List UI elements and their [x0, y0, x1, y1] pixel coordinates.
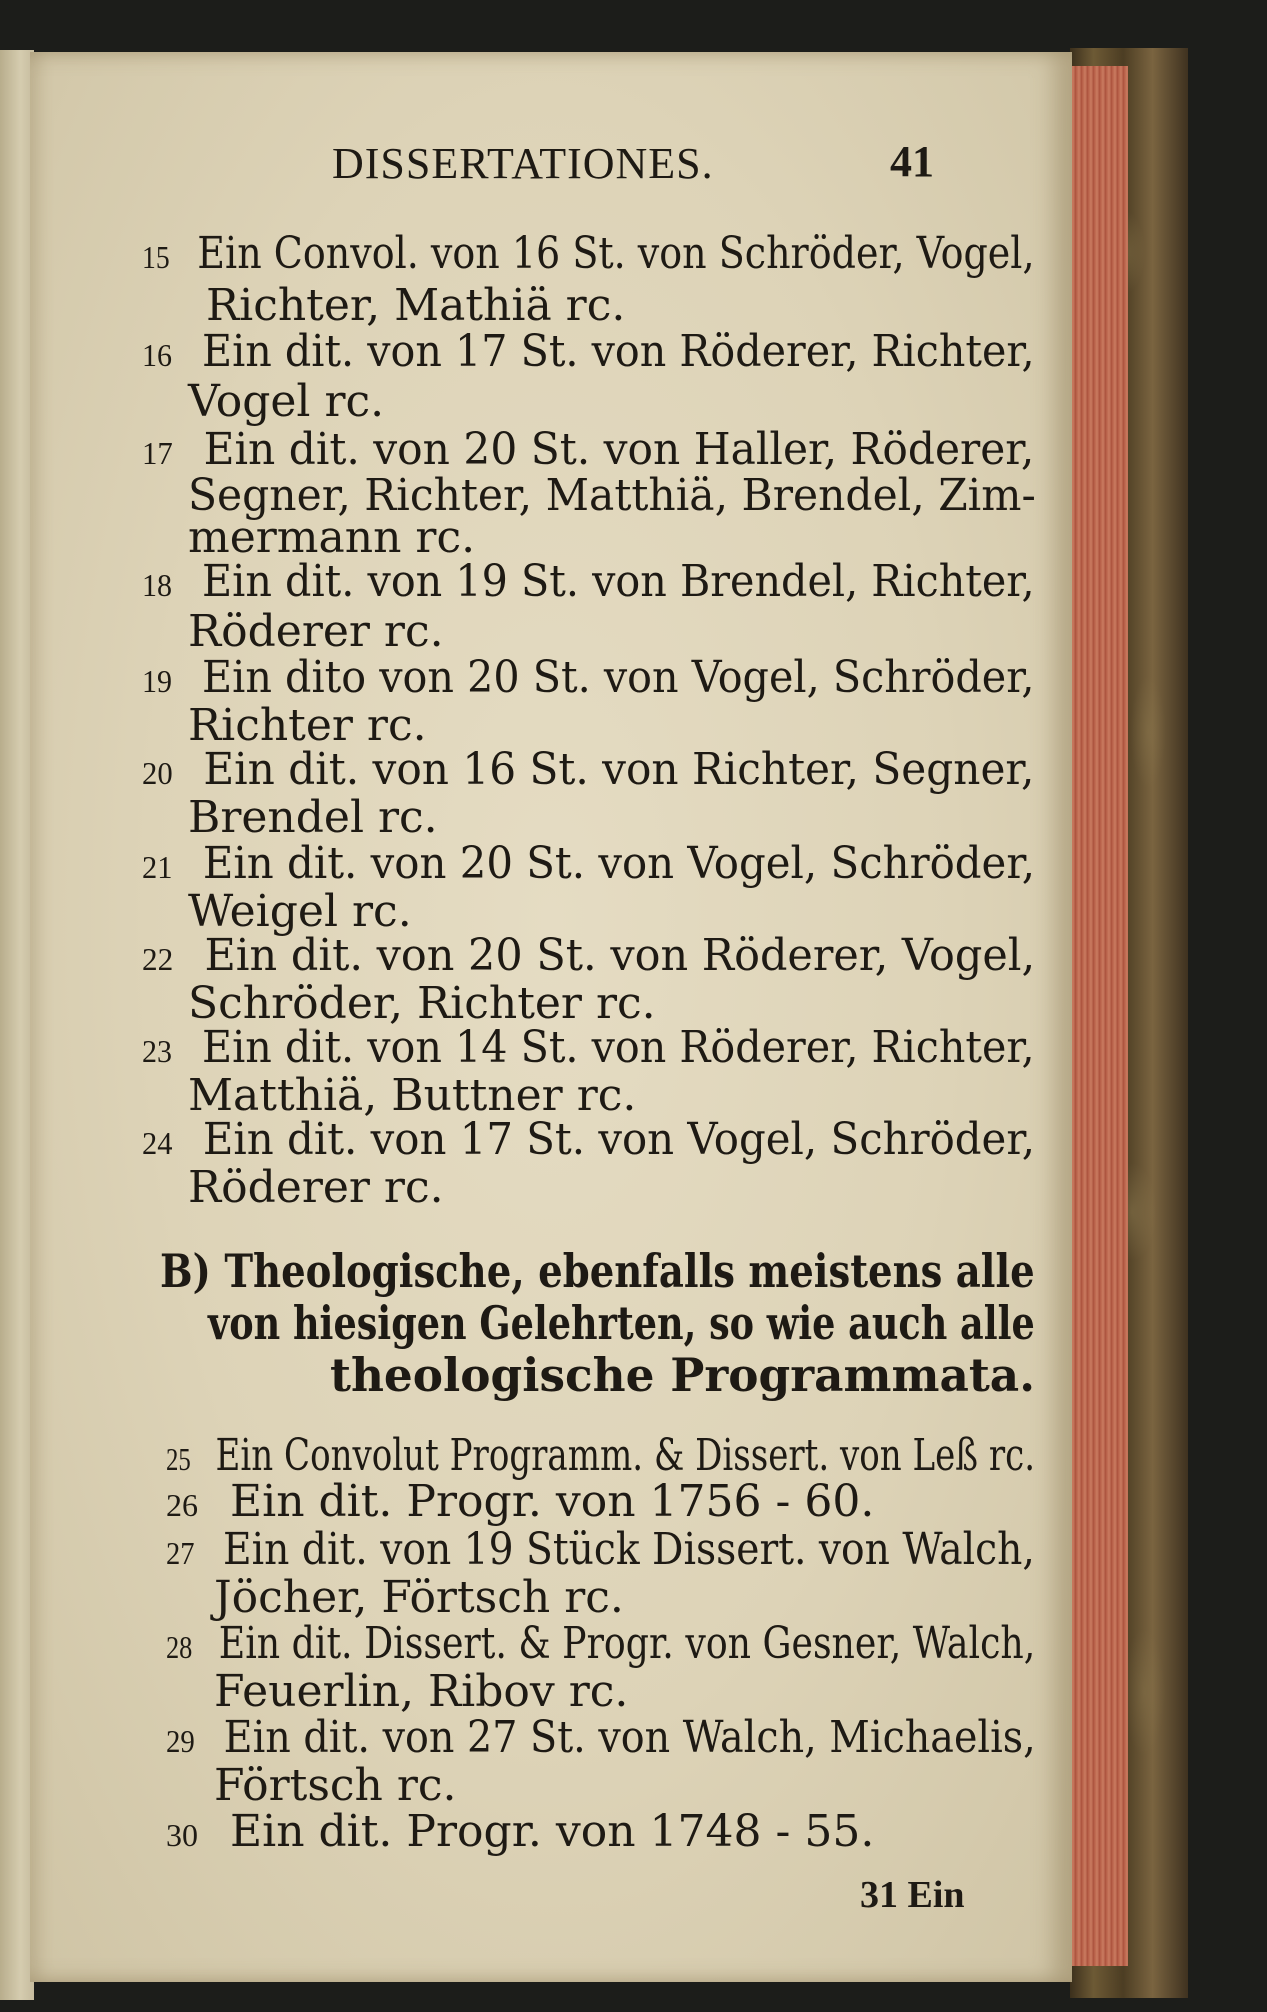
entry-text: Matthiä, Buttner rc. [188, 1070, 637, 1121]
entry-text: Brendel rc. [188, 792, 438, 843]
entry-line [142, 1022, 1035, 1073]
entry-text: Ein dit. Progr. von 1748 - 55. [230, 1806, 875, 1857]
entry-line [188, 512, 476, 563]
entry-text: Röderer rc. [188, 606, 444, 657]
entry-text: Ein dit. von 20 St. von Haller, Röderer, [203, 424, 1035, 475]
entry-number: 15 [142, 239, 170, 275]
red-page-edges [1068, 66, 1128, 1966]
entry-number: 22 [142, 941, 174, 977]
entry-line [166, 1524, 1035, 1575]
entry-line [166, 1476, 875, 1527]
entry-text: Ein dit. von 17 St. von Vogel, Schröder, [202, 1114, 1036, 1165]
entry-text: Feuerlin, Ribov rc. [214, 1666, 629, 1717]
entry-line [188, 1070, 637, 1121]
entry-number: 27 [166, 1535, 195, 1571]
entry-text: Segner, Richter, Matthiä, Brendel, Zim- [188, 470, 1036, 521]
entry-number: 18 [142, 567, 173, 603]
entry-text: Ein dit. von 14 St. von Röderer, Richter, [201, 1022, 1035, 1073]
entry-number: 30 [166, 1817, 198, 1853]
entry-text: Ein dit. von 17 St. von Röderer, Richter, [201, 326, 1035, 377]
entry-text: Ein dit. von 19 St. von Brendel, Richter, [202, 556, 1035, 607]
entry-line [142, 556, 1035, 607]
entry-line [188, 792, 438, 843]
entry-text: Ein dit. von 19 Stück Dissert. von Walch, [223, 1524, 1035, 1575]
page-number: 41 [890, 137, 934, 186]
entry-line [142, 744, 1035, 795]
entry-text: Förtsch rc. [214, 1760, 457, 1811]
entry-number: 24 [142, 1125, 173, 1161]
entry-number: 26 [166, 1487, 198, 1523]
entry-line [188, 376, 385, 427]
entry-text: Ein Convol. von 16 St. von Schröder, Vogel, [197, 228, 1035, 279]
entry-line [166, 1618, 1036, 1669]
entry-text: Weigel rc. [188, 886, 412, 937]
entry-line [188, 700, 427, 751]
entry-number: 17 [142, 435, 173, 471]
entry-text: Röderer rc. [188, 1162, 444, 1213]
entry-text: Ein dit. von 20 St. von Vogel, Schröder, [202, 838, 1036, 889]
entry-line [188, 886, 412, 937]
entry-number: 29 [166, 1723, 195, 1759]
entry-text: Ein dit. Dissert. & Progr. von Gesner, Walch, [218, 1618, 1036, 1669]
entry-line [142, 652, 1035, 703]
entry-line [142, 838, 1036, 889]
entry-text: Ein Convolut Programm. & Dissert. von Leß rc. [215, 1430, 1036, 1481]
section-heading: theologische Programmata. [330, 1348, 1035, 1402]
running-title: DISSERTATIONES. [332, 139, 714, 188]
entry-number: 28 [166, 1629, 193, 1665]
entry-number: 25 [166, 1441, 191, 1477]
catchword: 31 Ein [860, 1874, 965, 1916]
entry-text: Richter, Mathiä rc. [206, 280, 626, 331]
entry-line [142, 228, 1035, 279]
facing-page-edge [0, 50, 34, 2000]
entry-line [142, 1114, 1036, 1165]
entry-line [188, 978, 656, 1029]
section-heading: B) Theologische, ebenfalls meistens alle [160, 1244, 1035, 1298]
entry-number: 23 [142, 1033, 172, 1069]
entry-text: Schröder, Richter rc. [188, 978, 656, 1029]
entry-number: 20 [142, 755, 173, 791]
entry-number: 21 [142, 849, 173, 885]
entry-text: Ein dit. Progr. von 1756 - 60. [230, 1476, 875, 1527]
entry-number: 16 [142, 337, 172, 373]
entry-line [166, 1712, 1036, 1763]
entry-text: Ein dit. von 27 St. von Walch, Michaelis, [223, 1712, 1036, 1763]
entry-text: Vogel rc. [188, 376, 385, 427]
entry-line [188, 1162, 444, 1213]
entry-line [166, 1430, 1036, 1481]
entry-line [142, 930, 1036, 981]
entry-line [214, 1572, 624, 1623]
entry-line [142, 424, 1035, 475]
entry-line [214, 1666, 629, 1717]
entry-line [188, 606, 444, 657]
entry-line [206, 280, 626, 331]
section-heading: von hiesigen Gelehrten, so wie auch alle [208, 1296, 1035, 1350]
entry-number: 19 [142, 663, 173, 699]
entry-text: Ein dit. von 16 St. von Richter, Segner, [203, 744, 1035, 795]
entry-line [142, 326, 1035, 377]
entry-line [166, 1806, 875, 1857]
entry-line [214, 1760, 457, 1811]
entry-text: Ein dito von 20 St. von Vogel, Schröder, [202, 652, 1035, 703]
entry-text: Ein dit. von 20 St. von Röderer, Vogel, [204, 930, 1036, 981]
entry-text: mermann rc. [188, 512, 476, 563]
entry-text: Richter rc. [188, 700, 427, 751]
entry-text: Jöcher, Förtsch rc. [214, 1572, 624, 1623]
